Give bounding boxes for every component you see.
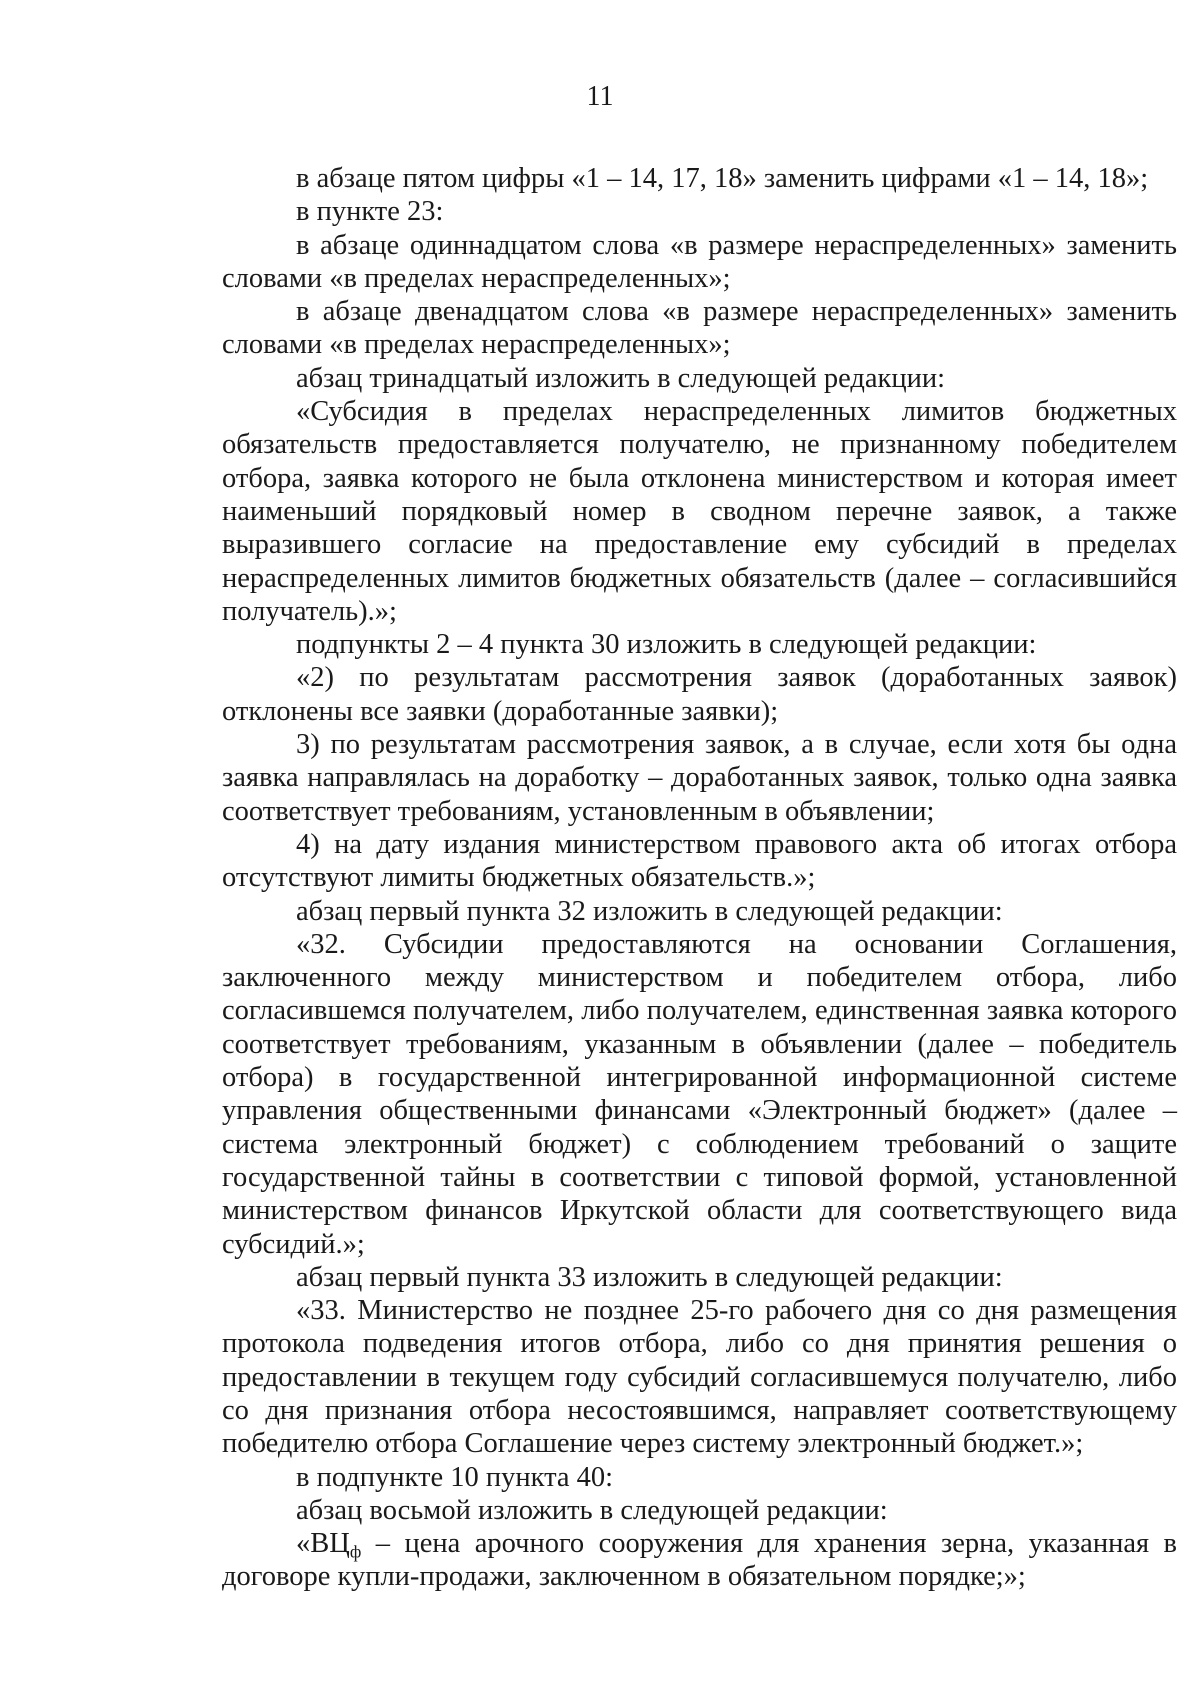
paragraph: в абзаце пятом цифры «1 – 14, 17, 18» заменить цифрами «1 – 14, 18»; [296,163,1149,194]
paragraph: «Субсидия в пределах нераспределенных лимитов бюджетных обязательств предоставляется получателю, не признанному победителем отбора, заявка которого не была отклонена министерством и которая имеет наименьший порядковый номер в сводном перечне заявок, а также выразившего согласие на предоставление ему субсидий в пределах нераспределенных лимитов бюджетных обязательств (далее – согласившийся получатель).»; [222,396,1177,627]
formula-subscript: ф [349,1541,362,1562]
paragraph: «2) по результатам рассмотрения заявок (доработанных заявок) отклонены все заявки (доработанные заявки); [222,662,1177,727]
document-body [222,162,1177,1594]
paragraph: абзац восьмой изложить в следующей редакции: [296,1494,888,1526]
paragraph: абзац первый пункта 32 изложить в следующей редакции: [296,895,1003,927]
paragraph: подпункты 2 – 4 пункта 30 изложить в следующей редакции: [296,629,1037,661]
paragraph: 3) по результатам рассмотрения заявок, а в случае, если хотя бы одна заявка направлялась на доработку – доработанных заявок, только одна заявка соответствует требованиям, установленным в объявлении; [222,729,1177,827]
paragraph: в подпункте 10 пункта 40: [296,1461,614,1493]
paragraph: в пункте 23: [296,196,444,228]
paragraph: в абзаце одиннадцатом слова «в размере нераспределенных» заменить словами «в пределах нераспределенных»; [222,229,1177,294]
paragraph: «33. Министерство не позднее 25-го рабочего дня со дня размещения протокола подведения итогов отбора, либо со дня принятия решения о предоставлении в текущем году субсидий согласившемуся получателю, либо со дня признания отбора несостоявшимся, направляет соответствующему победителю отбора Соглашение через систему электронный бюджет.»; [222,1295,1177,1460]
paragraph: 4) на дату издания министерством правового акта об итогах отбора отсутствуют лимиты бюджетных обязательств.»; [222,828,1177,894]
formula-paragraph [222,1527,1177,1594]
paragraph: в абзаце двенадцатом слова «в размере нераспределенных» заменить словами «в пределах нераспределенных»; [222,296,1177,361]
paragraph: абзац первый пункта 33 изложить в следующей редакции: [296,1261,1003,1293]
page-number: 11 [586,81,614,112]
formula-definition: – цена арочного сооружения для хранения зерна, указанная в договоре купли-продажи, заключенном в обязательном порядке;»; [222,1528,1177,1593]
paragraph: «32. Субсидии предоставляются на основании Соглашения, заключенного между министерством и победителем отбора, либо согласившемся получателем, либо получателем, единственная заявка которого соответствует требованиям, указанным в объявлении (далее – победитель отбора) в государственной интегрированной информационной системе управления общественными финансами «Электронный бюджет» (далее – система электронный бюджет) с соблюдением требований о защите государственной тайны в соответствии с типовой формой, установленной министерством финансов Иркутской области для соответствующего вида субсидий.»; [222,928,1177,1260]
formula-symbol: «ВЦ [296,1528,350,1560]
paragraph: абзац тринадцатый изложить в следующей редакции: [296,362,946,394]
